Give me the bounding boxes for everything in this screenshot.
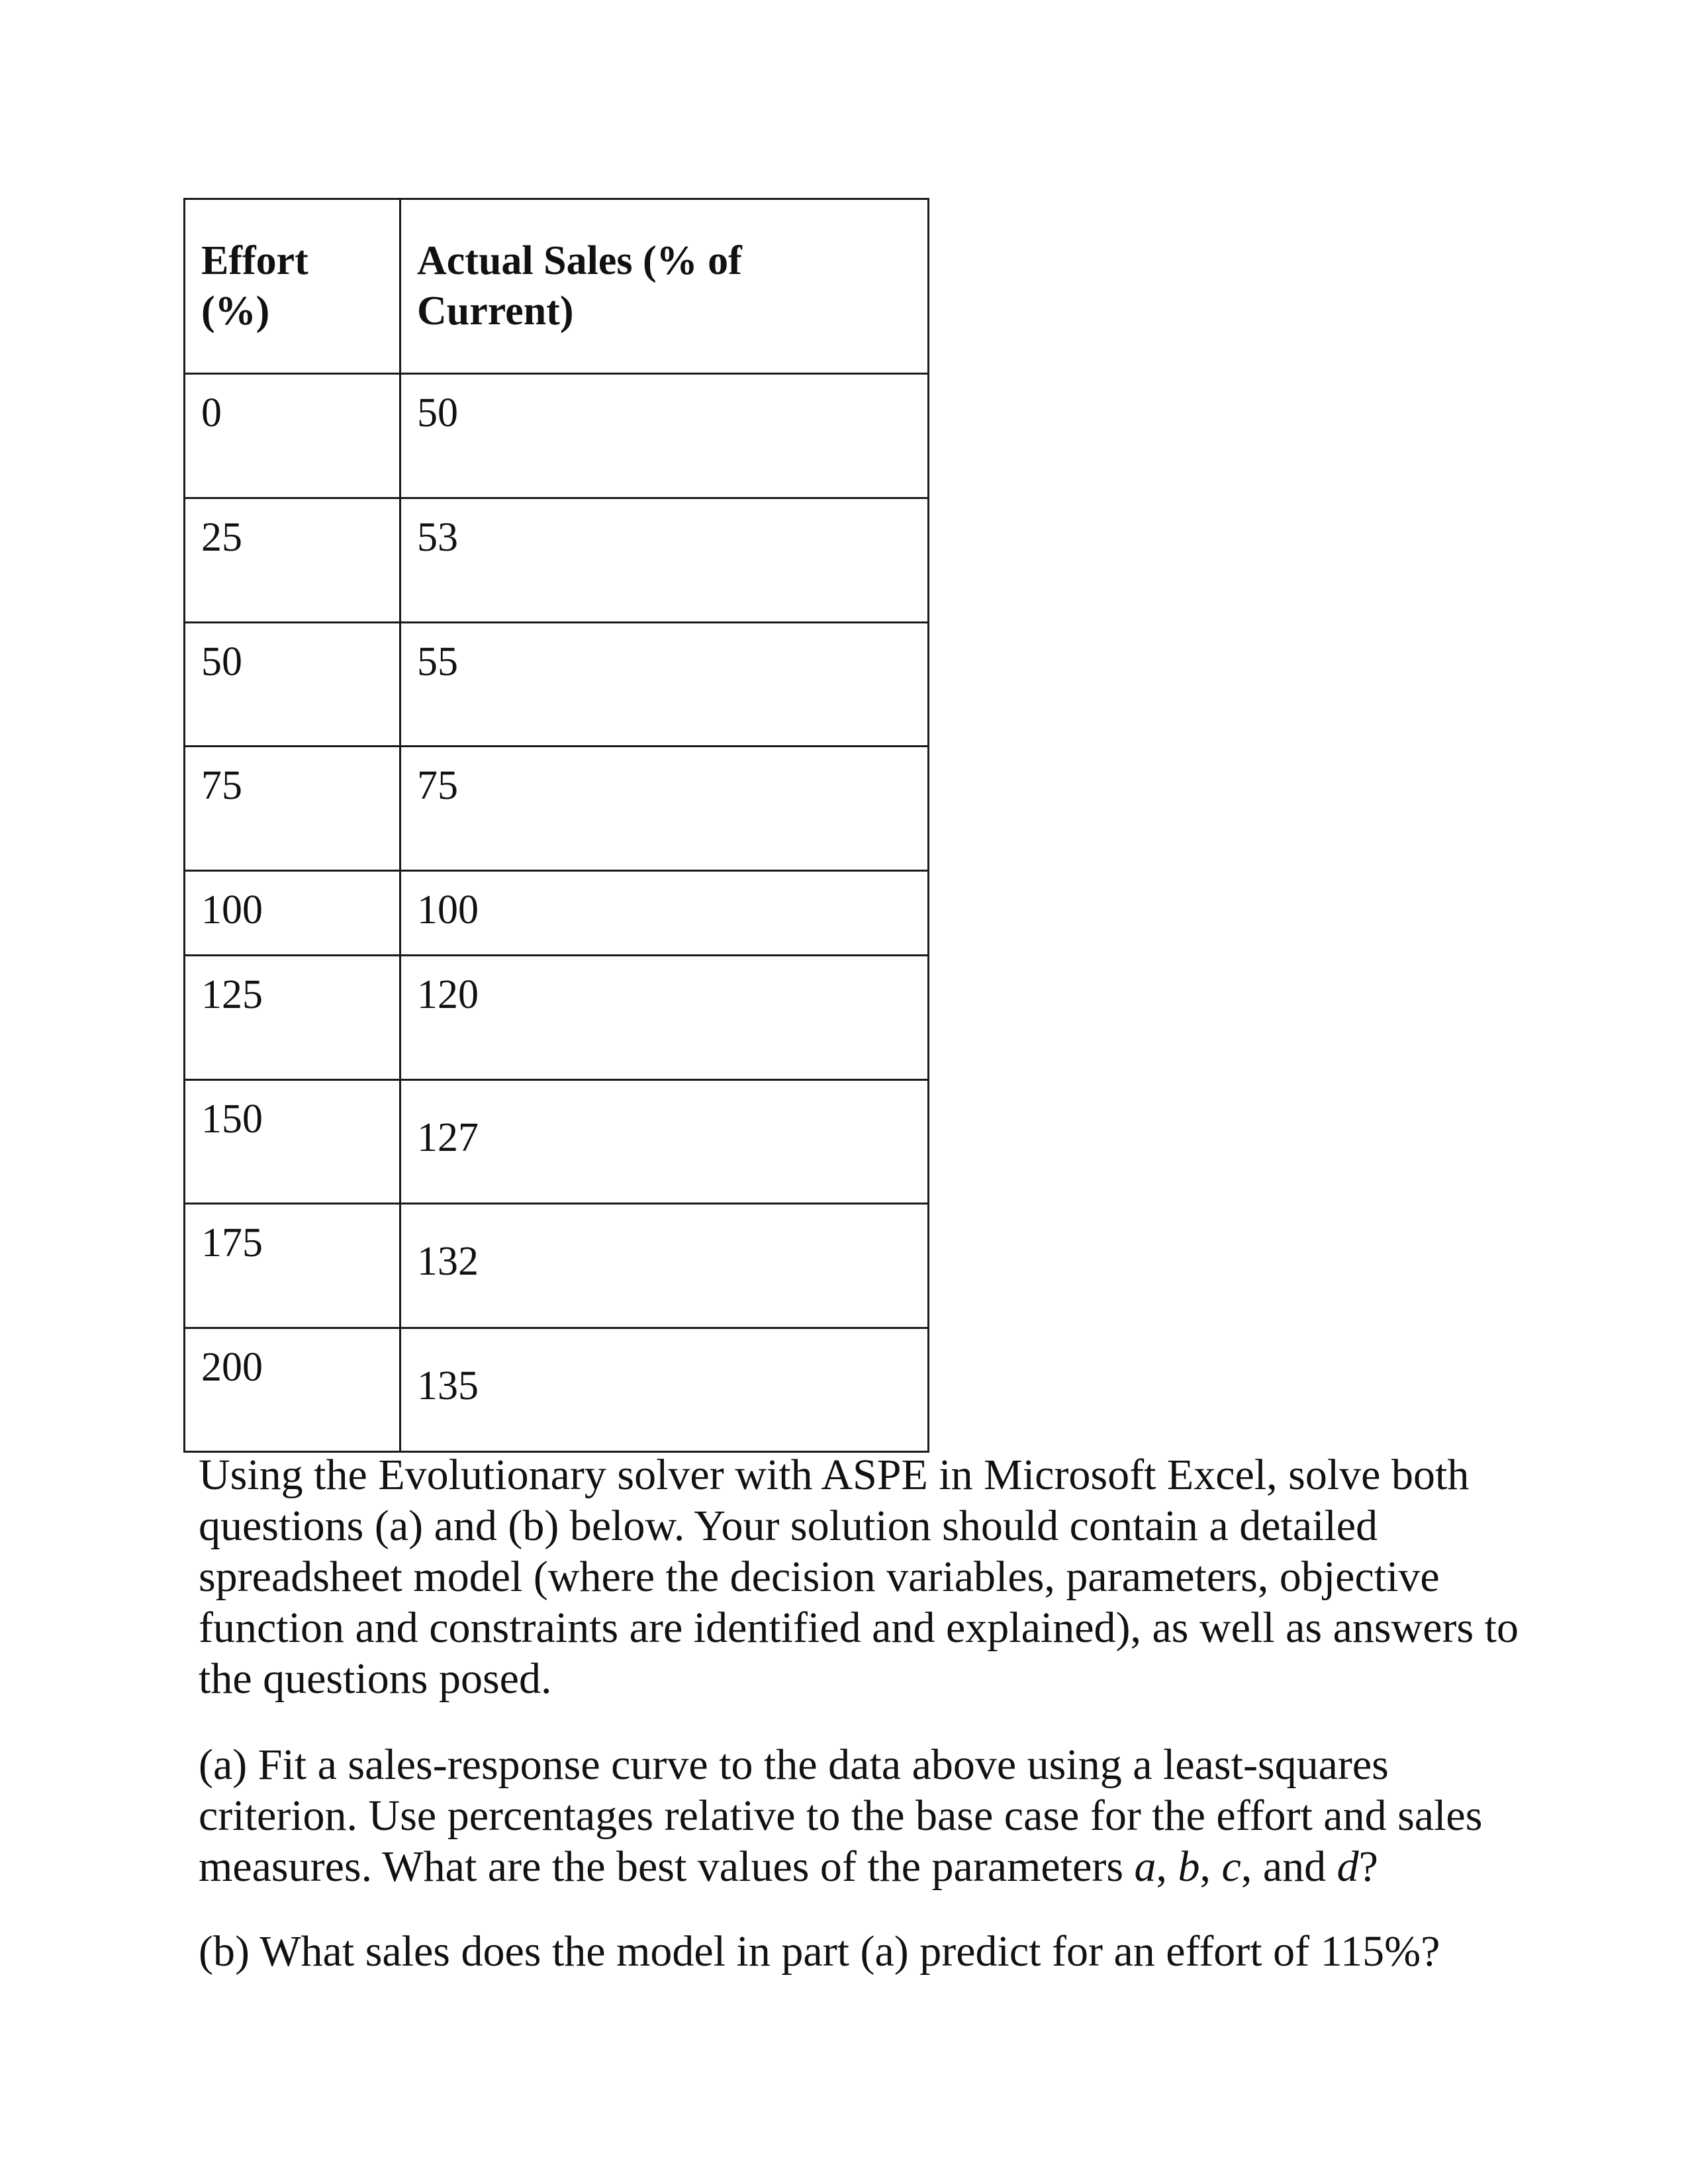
header-sales-label: Actual Sales (% of Current) <box>417 238 742 334</box>
effort-cell <box>185 1328 400 1452</box>
effort-value: 100 <box>201 887 263 933</box>
sales-cell <box>400 374 929 498</box>
effort-value: 50 <box>201 639 242 684</box>
sales-cell <box>400 1080 929 1204</box>
effort-value: 200 <box>201 1345 263 1390</box>
sales-cell <box>400 956 929 1080</box>
param-a: a <box>1134 1843 1156 1891</box>
header-sales <box>400 199 929 374</box>
sales-cell <box>400 1204 929 1328</box>
table-row <box>185 623 929 747</box>
table-row <box>185 747 929 871</box>
question-b: (b) What sales does the model in part (a) predict for an effort of 115%? <box>199 1927 1440 1976</box>
sales-value: 100 <box>417 887 479 933</box>
effort-sales-table <box>183 198 929 1453</box>
effort-value: 0 <box>201 390 222 435</box>
separator: , and <box>1241 1843 1337 1891</box>
effort-cell <box>185 374 400 498</box>
header-effort-label: Effort (%) <box>201 238 308 334</box>
effort-cell <box>185 498 400 623</box>
table-row <box>185 1080 929 1204</box>
sales-value: 75 <box>417 763 458 808</box>
separator: , <box>1199 1843 1222 1891</box>
table-row <box>185 956 929 1080</box>
question-a <box>199 1739 1523 1892</box>
header-effort <box>185 199 400 374</box>
param-c: c <box>1221 1843 1241 1891</box>
effort-cell <box>185 1080 400 1204</box>
question-mark: ? <box>1358 1843 1378 1891</box>
sales-cell <box>400 1328 929 1452</box>
param-b: b <box>1178 1843 1200 1891</box>
instructions-paragraph: Using the Evolutionary solver with ASPE in Microsoft Excel, solve both questions (a) and (b) below. Your solution should contain a detailed spreadsheet model (where the decision variables, parameters, objective function and constraints are identified and explained), as well as answers to the questions posed. <box>199 1451 1519 1703</box>
sales-value: 127 <box>417 1115 479 1160</box>
sales-value: 135 <box>417 1363 479 1408</box>
effort-cell <box>185 956 400 1080</box>
param-d: d <box>1336 1843 1359 1891</box>
effort-value: 25 <box>201 515 242 560</box>
effort-value: 175 <box>201 1220 263 1265</box>
sales-value: 50 <box>417 390 458 435</box>
effort-cell <box>185 623 400 747</box>
sales-value: 53 <box>417 515 458 560</box>
effort-value: 150 <box>201 1097 263 1142</box>
effort-cell <box>185 1204 400 1328</box>
table-row <box>185 498 929 623</box>
effort-value: 75 <box>201 763 242 808</box>
table-row <box>185 871 929 956</box>
table-row <box>185 1328 929 1452</box>
sales-cell <box>400 623 929 747</box>
sales-value: 55 <box>417 639 458 684</box>
effort-cell <box>185 747 400 871</box>
sales-cell <box>400 498 929 623</box>
sales-value: 132 <box>417 1239 479 1284</box>
sales-value: 120 <box>417 972 479 1017</box>
effort-cell <box>185 871 400 956</box>
table-row <box>185 374 929 498</box>
separator: , <box>1156 1843 1178 1891</box>
table-row <box>185 1204 929 1328</box>
question-a-text: (a) Fit a sales-response curve to the data above using a least-squares criterion. Use percentages relative to the base case for the effort and sales measures. What are the best values of the parameters <box>199 1741 1483 1891</box>
sales-cell <box>400 871 929 956</box>
table-header-row <box>185 199 929 374</box>
sales-cell <box>400 747 929 871</box>
effort-value: 125 <box>201 972 263 1017</box>
